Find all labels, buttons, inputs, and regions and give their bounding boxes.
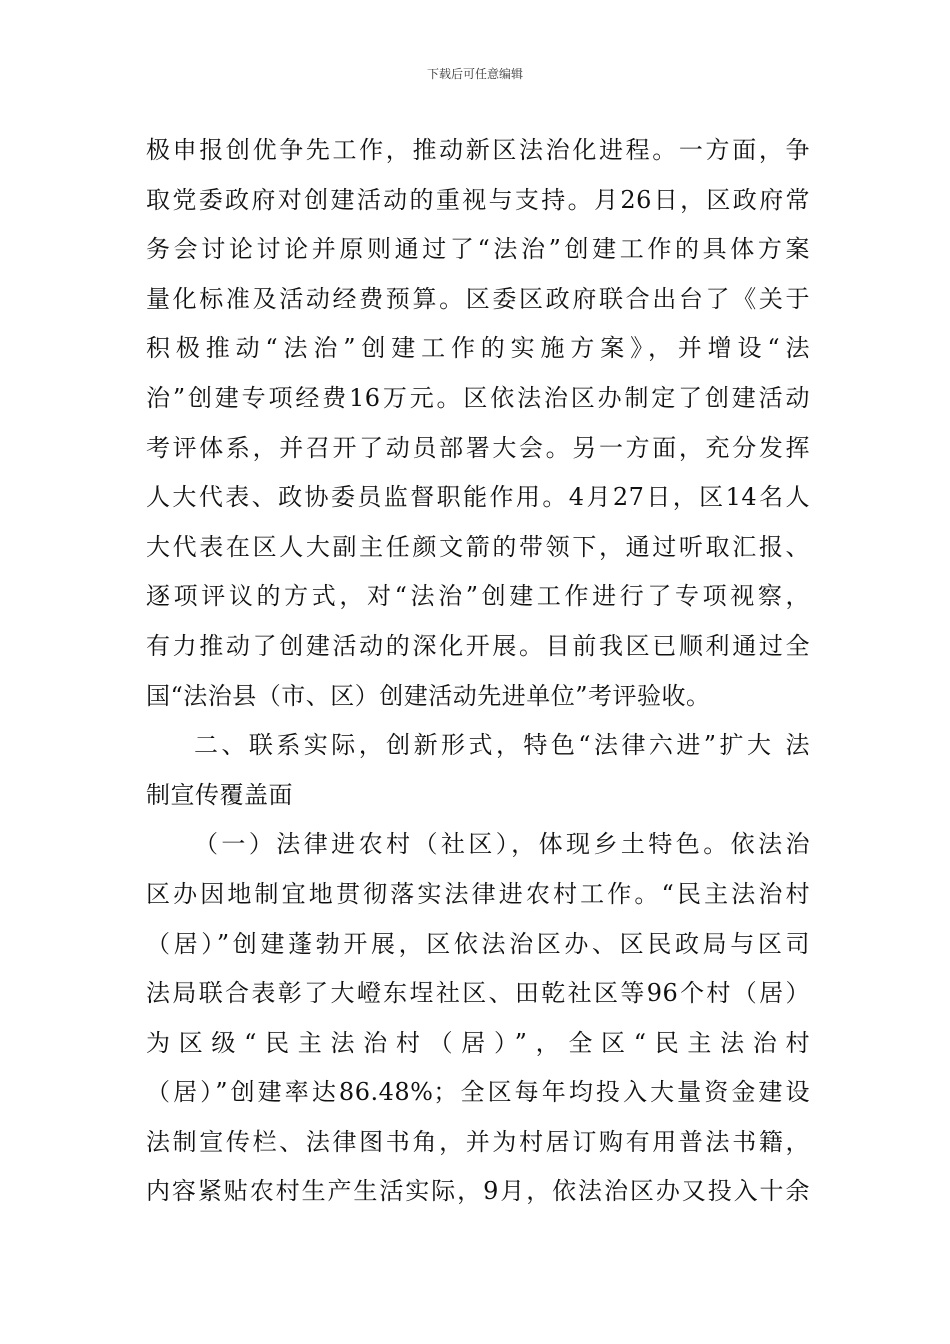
text-line: 量化标准及活动经费预算。区委区政府联合出台了《关于 bbox=[146, 284, 810, 313]
text-line: 区办因地制宜地贯彻落实法律进农村工作。“民主法治村 bbox=[146, 879, 810, 908]
text-line: 法局联合表彰了大嶝东埕社区、田乾社区等96个村（居） bbox=[146, 979, 810, 1008]
text-line: 极申报创优争先工作，推动新区法治化进程。一方面，争 bbox=[146, 136, 810, 164]
text-line: 内容紧贴农村生产生活实际，9月，依法治区办又投入十余 bbox=[146, 1177, 810, 1206]
text-line: 国“法治县（市、区）创建活动先进单位”考评验收。 bbox=[146, 681, 711, 710]
text-line: 二、联系实际，创新形式，特色“法律六进”扩大 法 bbox=[194, 731, 810, 760]
text-line: （居）”创建蓬勃开展，区依法治区办、区民政局与区司 bbox=[146, 929, 810, 958]
text-line: 治”创建专项经费16万元。区依法治区办制定了创建活动 bbox=[146, 383, 810, 412]
text-line: 务会讨论讨论并原则通过了“法治”创建工作的具体方案 bbox=[146, 235, 810, 264]
text-line: （一）法律进农村（社区），体现乡土特色。依法治 bbox=[194, 830, 810, 859]
text-line: 考评体系，并召开了动员部署大会。另一方面，充分发挥 bbox=[146, 433, 810, 462]
text-line: （居）”创建率达86.48%；全区每年均投入大量资金建设 bbox=[146, 1078, 810, 1107]
text-line: 积极推动“法治”创建工作的实施方案》，并增设“法 bbox=[146, 334, 810, 363]
text-line: 取党委政府对创建活动的重视与支持。月26日，区政府常 bbox=[146, 185, 810, 214]
document-body bbox=[146, 126, 810, 1217]
text-line: 大代表在区人大副主任颜文箭的带领下，通过听取汇报、 bbox=[146, 532, 810, 561]
text-line: 为区级“民主法治村（居）”，全区“民主法治村 bbox=[146, 1028, 810, 1057]
text-line: 有力推动了创建活动的深化开展。目前我区已顺利通过全 bbox=[146, 631, 810, 660]
text-line: 人大代表、政协委员监督职能作用。4月27日，区14名人 bbox=[146, 483, 810, 512]
text-line: 法制宣传栏、法律图书角，并为村居订购有用普法书籍， bbox=[146, 1127, 810, 1156]
text-line: 制宣传覆盖面 bbox=[146, 780, 293, 809]
paragraph-lines bbox=[146, 126, 810, 1217]
page-header-note: 下载后可任意编辑 bbox=[426, 67, 523, 81]
text-line: 逐项评议的方式，对“法治”创建工作进行了专项视察， bbox=[146, 582, 810, 611]
